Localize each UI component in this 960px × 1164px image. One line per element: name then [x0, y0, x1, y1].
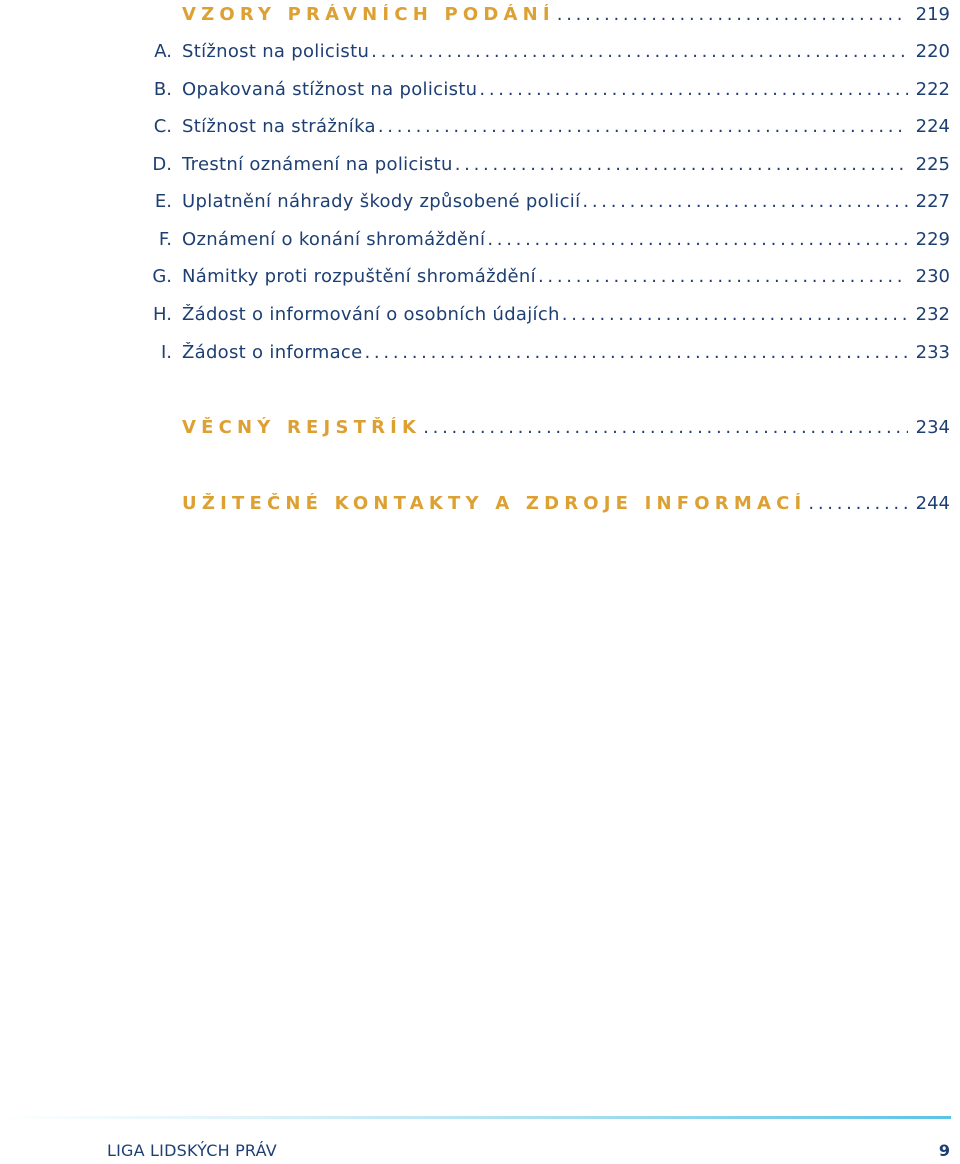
- leader-dots: [421, 417, 907, 438]
- toc-item-letter: G.: [152, 266, 172, 287]
- toc-page-number: 220: [915, 41, 950, 62]
- toc-item-title: Námitky proti rozpuštění shromáždění: [182, 266, 536, 287]
- toc-item-title: Uplatnění náhrady škody způsobené policií: [182, 191, 581, 212]
- footer-page-number: 9: [938, 1141, 950, 1160]
- toc-item-title: Žádost o informace: [182, 342, 363, 363]
- toc-page-number: 232: [915, 304, 950, 325]
- leader-dots: [477, 79, 907, 100]
- toc-item-letter: F.: [158, 229, 172, 250]
- toc-page-number: 234: [915, 417, 950, 438]
- toc-heading-rejstrik[interactable]: [0, 415, 960, 441]
- toc-item-a[interactable]: [0, 39, 960, 65]
- leader-dots: [555, 4, 908, 25]
- toc-page-number: 227: [915, 191, 950, 212]
- toc-item-title: Stížnost na policistu: [182, 41, 370, 62]
- toc-item-title: Žádost o informování o osobních údajích: [182, 304, 560, 325]
- toc-item-title: Stížnost na strážníka: [182, 116, 376, 137]
- toc-item-b[interactable]: [0, 77, 960, 103]
- toc-item-letter: H.: [153, 304, 172, 325]
- toc-item-i[interactable]: [0, 340, 960, 366]
- toc-item-title: Trestní oznámení na policistu: [182, 154, 453, 175]
- toc-item-letter: E.: [154, 191, 172, 212]
- toc-item-title: Oznámení o konání shromáždění: [182, 229, 486, 250]
- toc-page-number: 229: [915, 229, 950, 250]
- toc-page-number: 219: [915, 4, 950, 25]
- toc-item-g[interactable]: [0, 264, 960, 290]
- toc-heading-title: VĚCNÝ REJSTŘÍK: [182, 417, 422, 438]
- toc-heading-title: UŽITEČNÉ KONTAKTY A ZDROJE INFORMACÍ: [182, 493, 807, 514]
- leader-dots: [485, 229, 907, 250]
- leader-dots: [362, 342, 907, 363]
- toc-heading-vzory[interactable]: [0, 2, 960, 28]
- toc-item-letter: C.: [153, 116, 172, 137]
- toc-item-e[interactable]: [0, 189, 960, 215]
- toc-heading-kontakty[interactable]: [0, 491, 960, 517]
- leader-dots: [453, 154, 908, 175]
- footer-publisher: LIGA LIDSKÝCH PRÁV: [107, 1141, 277, 1160]
- toc-item-d[interactable]: [0, 152, 960, 178]
- toc-item-h[interactable]: [0, 302, 960, 328]
- leader-dots: [560, 304, 908, 325]
- toc-item-letter: D.: [152, 154, 172, 175]
- leader-dots: [369, 41, 907, 62]
- toc-page-number: 230: [915, 266, 950, 287]
- leader-dots: [806, 493, 907, 514]
- toc-item-letter: A.: [154, 41, 172, 62]
- toc-heading-title: VZORY PRÁVNÍCH PODÁNÍ: [182, 4, 555, 25]
- toc-page-number: 233: [915, 342, 950, 363]
- footer-rule: [0, 1116, 951, 1119]
- toc-item-f[interactable]: [0, 227, 960, 253]
- leader-dots: [580, 191, 907, 212]
- toc-page-number: 224: [915, 116, 950, 137]
- toc-page-number: 244: [915, 493, 950, 514]
- toc-page-number: 225: [915, 154, 950, 175]
- toc-item-letter: I.: [160, 342, 172, 363]
- toc-item-letter: B.: [153, 79, 172, 100]
- toc-page-number: 222: [915, 79, 950, 100]
- leader-dots: [376, 116, 908, 137]
- toc-item-title: Opakovaná stížnost na policistu: [182, 79, 478, 100]
- toc-item-c[interactable]: [0, 114, 960, 140]
- leader-dots: [536, 266, 908, 287]
